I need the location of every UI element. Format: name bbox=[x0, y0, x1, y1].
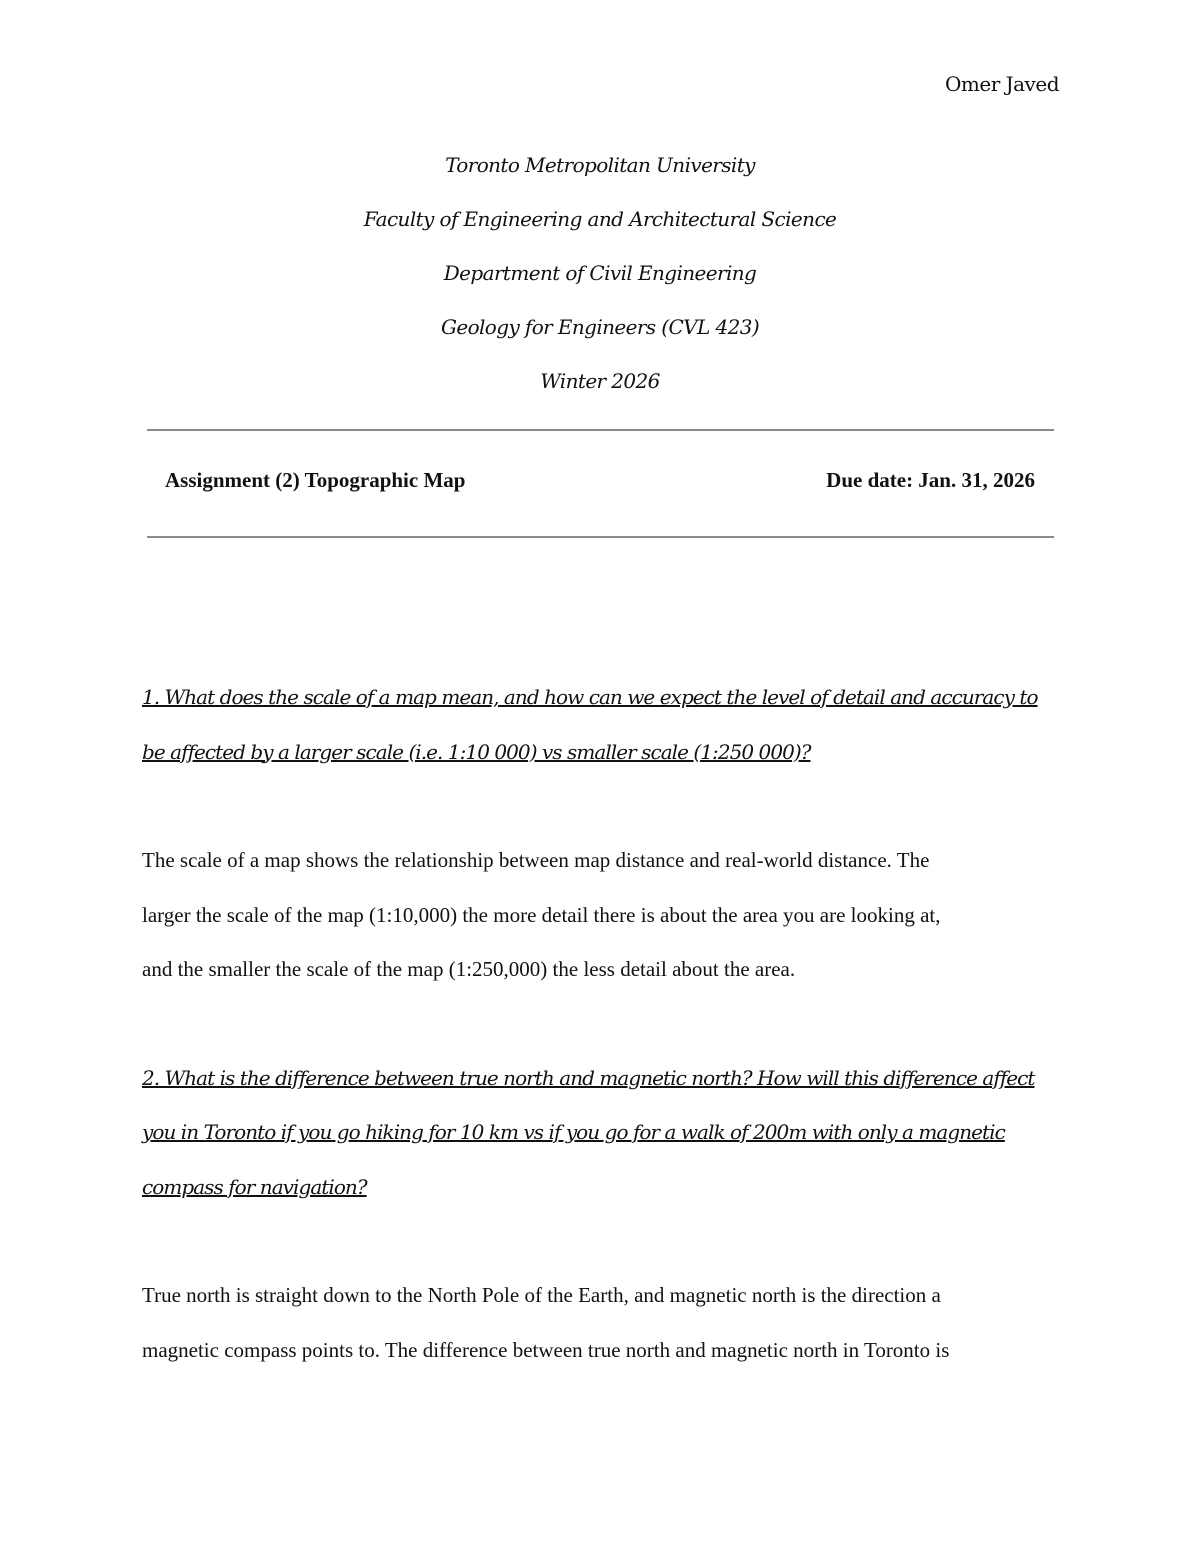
assignment-content bbox=[142, 670, 1058, 1431]
question-line: 1. What does the scale of a map mean, and how can we expect the level of detail and accuracy to bbox=[142, 685, 1038, 709]
answer-1 bbox=[142, 833, 1058, 997]
term: Winter 2026 bbox=[540, 369, 660, 393]
course-name: Geology for Engineers (CVL 423) bbox=[440, 315, 760, 339]
question-line: be affected by a larger scale (i.e. 1:10 000) vs smaller scale (1:250 000)? bbox=[142, 739, 811, 764]
university-name: Toronto Metropolitan University bbox=[445, 153, 755, 177]
answer-2 bbox=[142, 1268, 1058, 1377]
author-name: Omer Javed bbox=[945, 72, 1059, 96]
answer-line: The scale of a map shows the relationship between map distance and real-world distance. The bbox=[142, 848, 930, 872]
bottom-divider bbox=[147, 536, 1054, 538]
course-header bbox=[0, 138, 1200, 408]
assignment-title: Assignment (2) Topographic Map bbox=[165, 468, 466, 492]
answer-line: magnetic compass points to. The difference between true north and magnetic north in Toronto is bbox=[142, 1337, 950, 1362]
question-2 bbox=[142, 1051, 1058, 1215]
answer-line: True north is straight down to the North Pole of the Earth, and magnetic north is the direction a bbox=[142, 1283, 941, 1307]
question-line: you in Toronto if you go hiking for 10 km vs if you go for a walk of 200m with only a magnetic bbox=[142, 1120, 1005, 1144]
question-line: compass for navigation? bbox=[142, 1174, 367, 1199]
question-line: 2. What is the difference between true north and magnetic north? How will this difference affect bbox=[142, 1065, 1035, 1090]
top-divider bbox=[147, 429, 1054, 431]
faculty-name: Faculty of Engineering and Architectural Science bbox=[363, 207, 837, 231]
answer-line: and the smaller the scale of the map (1:250,000) the less detail about the area. bbox=[142, 957, 796, 981]
due-date: Due date: Jan. 31, 2026 bbox=[826, 468, 1035, 492]
answer-line: larger the scale of the map (1:10,000) the more detail there is about the area you are looking at, bbox=[142, 902, 941, 927]
department-name: Department of Civil Engineering bbox=[443, 261, 757, 285]
question-1 bbox=[142, 670, 1058, 779]
